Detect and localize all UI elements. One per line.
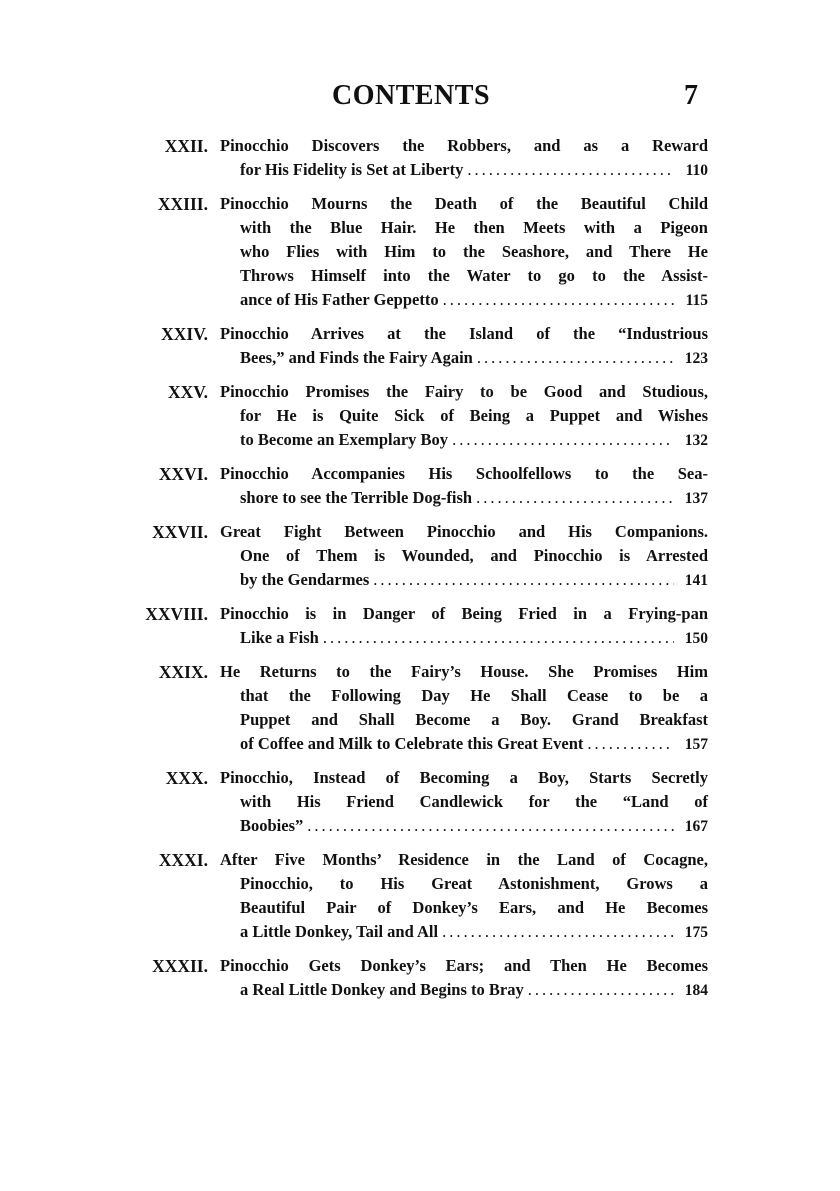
chapter-numeral: XXII.: [164, 136, 208, 156]
contents-list: [0, 134, 840, 1012]
chapter-title-line: that the Following Day He Shall Cease to be a: [240, 686, 708, 705]
chapter-title-line: Bees,” and Finds the Fairy Again: [240, 348, 473, 367]
dot-leader: [442, 920, 674, 944]
dot-leader: [587, 732, 674, 756]
chapter-title-line: with the Blue Hair. He then Meets with a Pigeon: [240, 218, 708, 237]
chapter-title-line: to Become an Exemplary Boy: [240, 430, 449, 449]
chapter-title-line: Pinocchio, to His Great Astonishment, Grows a: [240, 874, 708, 893]
chapter-numeral: XXXI.: [158, 850, 208, 870]
chapter-title-line: Pinocchio, Instead of Becoming a Boy, Starts Secretly: [220, 768, 708, 787]
chapter-numeral: XXV.: [167, 382, 208, 402]
contents-entry: [0, 848, 840, 944]
chapter-title: [220, 848, 708, 944]
chapter-title-last-line: [220, 920, 708, 944]
chapter-title-line: Pinocchio Discovers the Robbers, and as a Reward: [220, 136, 708, 155]
chapter-title-line: Pinocchio Arrives at the Island of the “Industrious: [220, 324, 708, 343]
dot-leader: [477, 346, 674, 370]
chapter-title-line: for He is Quite Sick of Being a Puppet and Wishes: [240, 406, 708, 425]
chapter-page-number: 115: [685, 292, 708, 309]
chapter-page-number: 157: [684, 736, 708, 753]
chapter-page-number: 167: [684, 818, 708, 835]
chapter-title-line: of Coffee and Milk to Celebrate this Great Event: [240, 734, 584, 753]
chapter-title-line: with His Friend Candlewick for the “Land of: [240, 792, 708, 811]
dot-leader: [373, 568, 674, 592]
chapter-title-line: Pinocchio Mourns the Death of the Beautiful Child: [220, 194, 708, 213]
chapter-page-number: 150: [684, 630, 708, 647]
contents-entry: [0, 322, 840, 370]
contents-entry: [0, 602, 840, 650]
chapter-title-line: Pinocchio Gets Donkey’s Ears; and Then He Becomes: [220, 956, 708, 975]
dot-leader: [476, 486, 674, 510]
chapter-title-last-line: [220, 626, 708, 650]
chapter-title: [220, 602, 708, 650]
chapter-numeral: XXVI.: [158, 464, 208, 484]
chapter-title-last-line: [220, 486, 708, 510]
chapter-page-number: 110: [685, 162, 708, 179]
chapter-title-line: Like a Fish: [240, 628, 319, 647]
chapter-title: [220, 660, 708, 756]
chapter-title-last-line: [220, 158, 708, 182]
dot-leader: [528, 978, 674, 1002]
contents-entry: [0, 520, 840, 592]
contents-entry: [0, 766, 840, 838]
contents-entry: [0, 380, 840, 452]
chapter-title-line: Pinocchio Promises the Fairy to be Good and Studious,: [220, 382, 708, 401]
chapter-title-line: Pinocchio is in Danger of Being Fried in a Frying-pan: [220, 604, 708, 623]
chapter-numeral: XXX.: [165, 768, 208, 788]
chapter-numeral: XXIII.: [157, 194, 208, 214]
chapter-title-last-line: [220, 814, 708, 838]
chapter-title-line: ance of His Father Geppetto: [240, 290, 439, 309]
chapter-title-line: Great Fight Between Pinocchio and His Companions.: [220, 522, 708, 541]
page-title: CONTENTS: [331, 80, 491, 111]
chapter-title-line: Boobies”: [240, 816, 304, 835]
chapter-title: [220, 322, 708, 370]
chapter-title-last-line: [220, 346, 708, 370]
chapter-numeral: XXIX.: [158, 662, 208, 682]
chapter-title-last-line: [220, 732, 708, 756]
chapter-numeral: XXXII.: [152, 956, 208, 976]
chapter-title: [220, 462, 708, 510]
chapter-title-last-line: [220, 978, 708, 1002]
chapter-page-number: 184: [684, 982, 708, 999]
chapter-title-line: who Flies with Him to the Seashore, and There He: [240, 242, 708, 261]
dot-leader: [323, 626, 674, 650]
chapter-title: [220, 520, 708, 592]
dot-leader: [443, 288, 674, 312]
chapter-title-line: Puppet and Shall Become a Boy. Grand Breakfast: [240, 710, 708, 729]
dot-leader: [307, 814, 674, 838]
chapter-title: [220, 766, 708, 838]
chapter-page-number: 137: [684, 490, 708, 507]
chapter-title: [220, 134, 708, 182]
chapter-numeral: XXIV.: [161, 324, 208, 344]
chapter-title-line: Beautiful Pair of Donkey’s Ears, and He Becomes: [240, 898, 708, 917]
chapter-page-number: 141: [684, 572, 708, 589]
contents-entry: [0, 462, 840, 510]
contents-entry: [0, 660, 840, 756]
chapter-title-line: for His Fidelity is Set at Liberty: [240, 160, 464, 179]
page-header: [0, 80, 840, 120]
chapter-page-number: 132: [684, 432, 708, 449]
chapter-title: [220, 954, 708, 1002]
contents-entry: [0, 192, 840, 312]
dot-leader: [452, 428, 674, 452]
chapter-title-line: by the Gendarmes: [240, 570, 370, 589]
page-number: 7: [684, 80, 698, 111]
chapter-numeral: XXVIII.: [145, 604, 208, 624]
chapter-title-line: Throws Himself into the Water to go to the Assist-: [240, 266, 708, 285]
contents-entry: [0, 954, 840, 1002]
chapter-title-last-line: [220, 428, 708, 452]
chapter-title-line: After Five Months’ Residence in the Land of Cocagne,: [220, 850, 708, 869]
chapter-title-line: He Returns to the Fairy’s House. She Promises Him: [220, 662, 708, 681]
chapter-title-last-line: [220, 288, 708, 312]
contents-entry: [0, 134, 840, 182]
chapter-title: [220, 380, 708, 452]
chapter-title-line: a Little Donkey, Tail and All: [240, 922, 439, 941]
chapter-title-line: Pinocchio Accompanies His Schoolfellows to the Sea-: [220, 464, 708, 483]
chapter-title: [220, 192, 708, 312]
chapter-title-line: a Real Little Donkey and Begins to Bray: [240, 980, 524, 999]
dot-leader: [467, 158, 674, 182]
chapter-page-number: 123: [684, 350, 708, 367]
chapter-title-line: shore to see the Terrible Dog-fish: [240, 488, 473, 507]
chapter-numeral: XXVII.: [152, 522, 208, 542]
chapter-title-last-line: [220, 568, 708, 592]
chapter-title-line: One of Them is Wounded, and Pinocchio is Arrested: [240, 546, 708, 565]
chapter-page-number: 175: [684, 924, 708, 941]
